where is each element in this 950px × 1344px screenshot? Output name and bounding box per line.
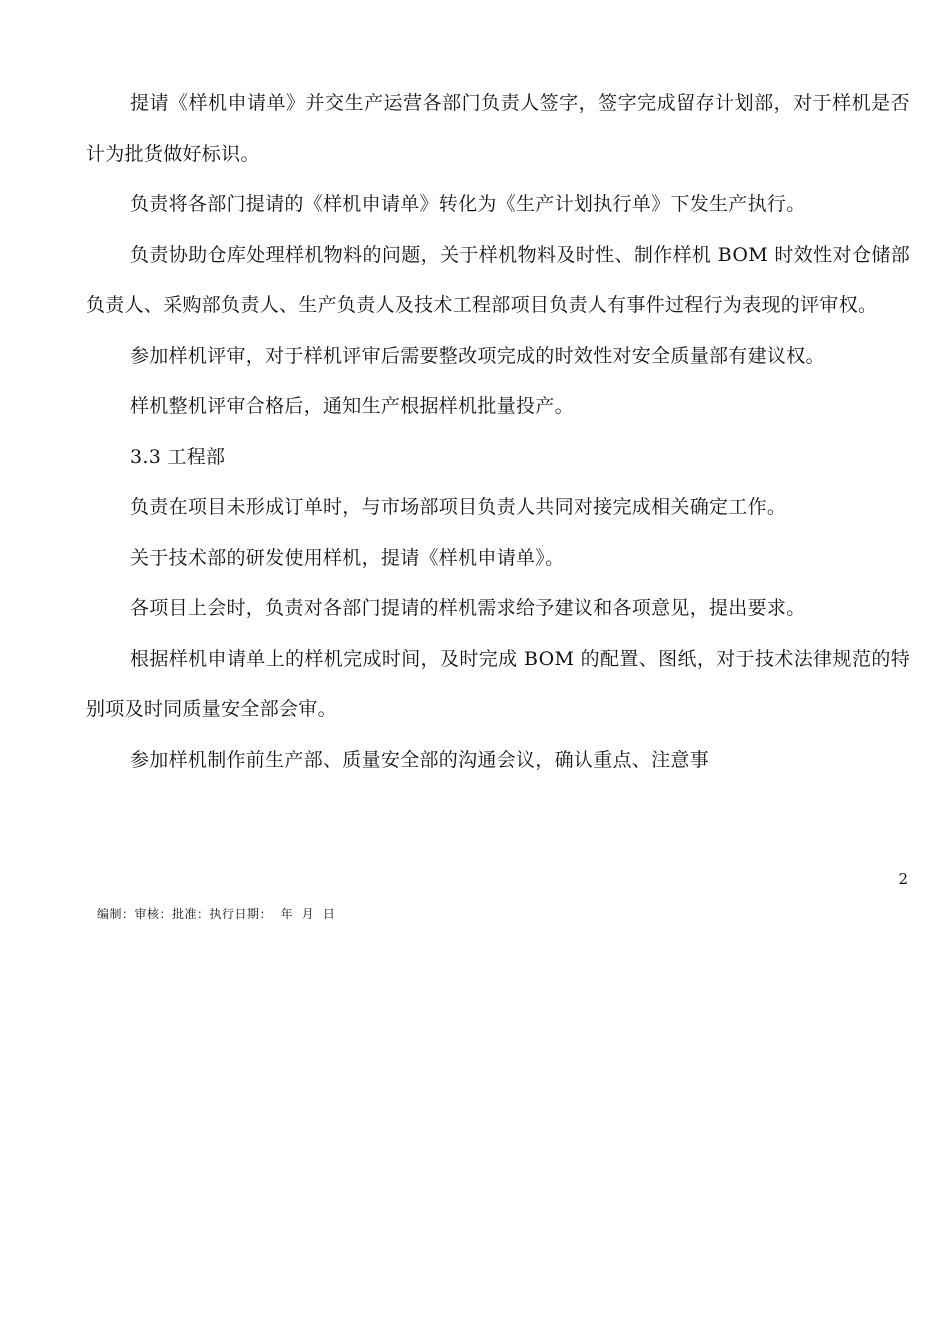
paragraph: 参加样机评审，对于样机评审后需要整改项完成的时效性对安全质量部有建议权。 — [130, 344, 825, 367]
paragraph: 关于技术部的研发使用样机，提请《样机申请单》。 — [130, 546, 565, 569]
body-text — [86, 78, 910, 785]
paragraph: 负责在项目未形成订单时，与市场部项目负责人共同对接完成相关确定工作。 — [130, 496, 787, 518]
paragraph: 各项目上会时，负责对各部门提请的样机需求给予建议和各项意见，提出要求。 — [130, 597, 806, 619]
section-heading: 3.3 工程部 — [130, 445, 226, 468]
paragraph: 负责协助仓库处理样机物料的问题，关于样机物料及时性、制作样机 BOM 时效性对仓储部负责人、采购部负责人、生产负责人及技术工程部项目负责人有事件过程行为表现的评审权。 — [86, 243, 910, 316]
page-number: 2 — [898, 870, 908, 888]
paragraph: 提请《样机申请单》并交生产运营各部门负责人签字，签字完成留存计划部，对于样机是否计为批货做好标识。 — [86, 92, 910, 165]
paragraph: 根据样机申请单上的样机完成时间，及时完成 BOM 的配置、图纸，对于技术法律规范的特别项及时同质量安全部会审。 — [86, 647, 910, 720]
paragraph: 负责将各部门提请的《样机申请单》转化为《生产计划执行单》下发生产执行。 — [130, 193, 806, 215]
paragraph: 样机整机评审合格后，通知生产根据样机批量投产。 — [130, 395, 574, 417]
approval-footer: 编制：审核：批准：执行日期： 年 月 日 — [97, 907, 336, 921]
paragraph: 参加样机制作前生产部、质量安全部的沟通会议，确认重点、注意事 — [130, 748, 710, 771]
